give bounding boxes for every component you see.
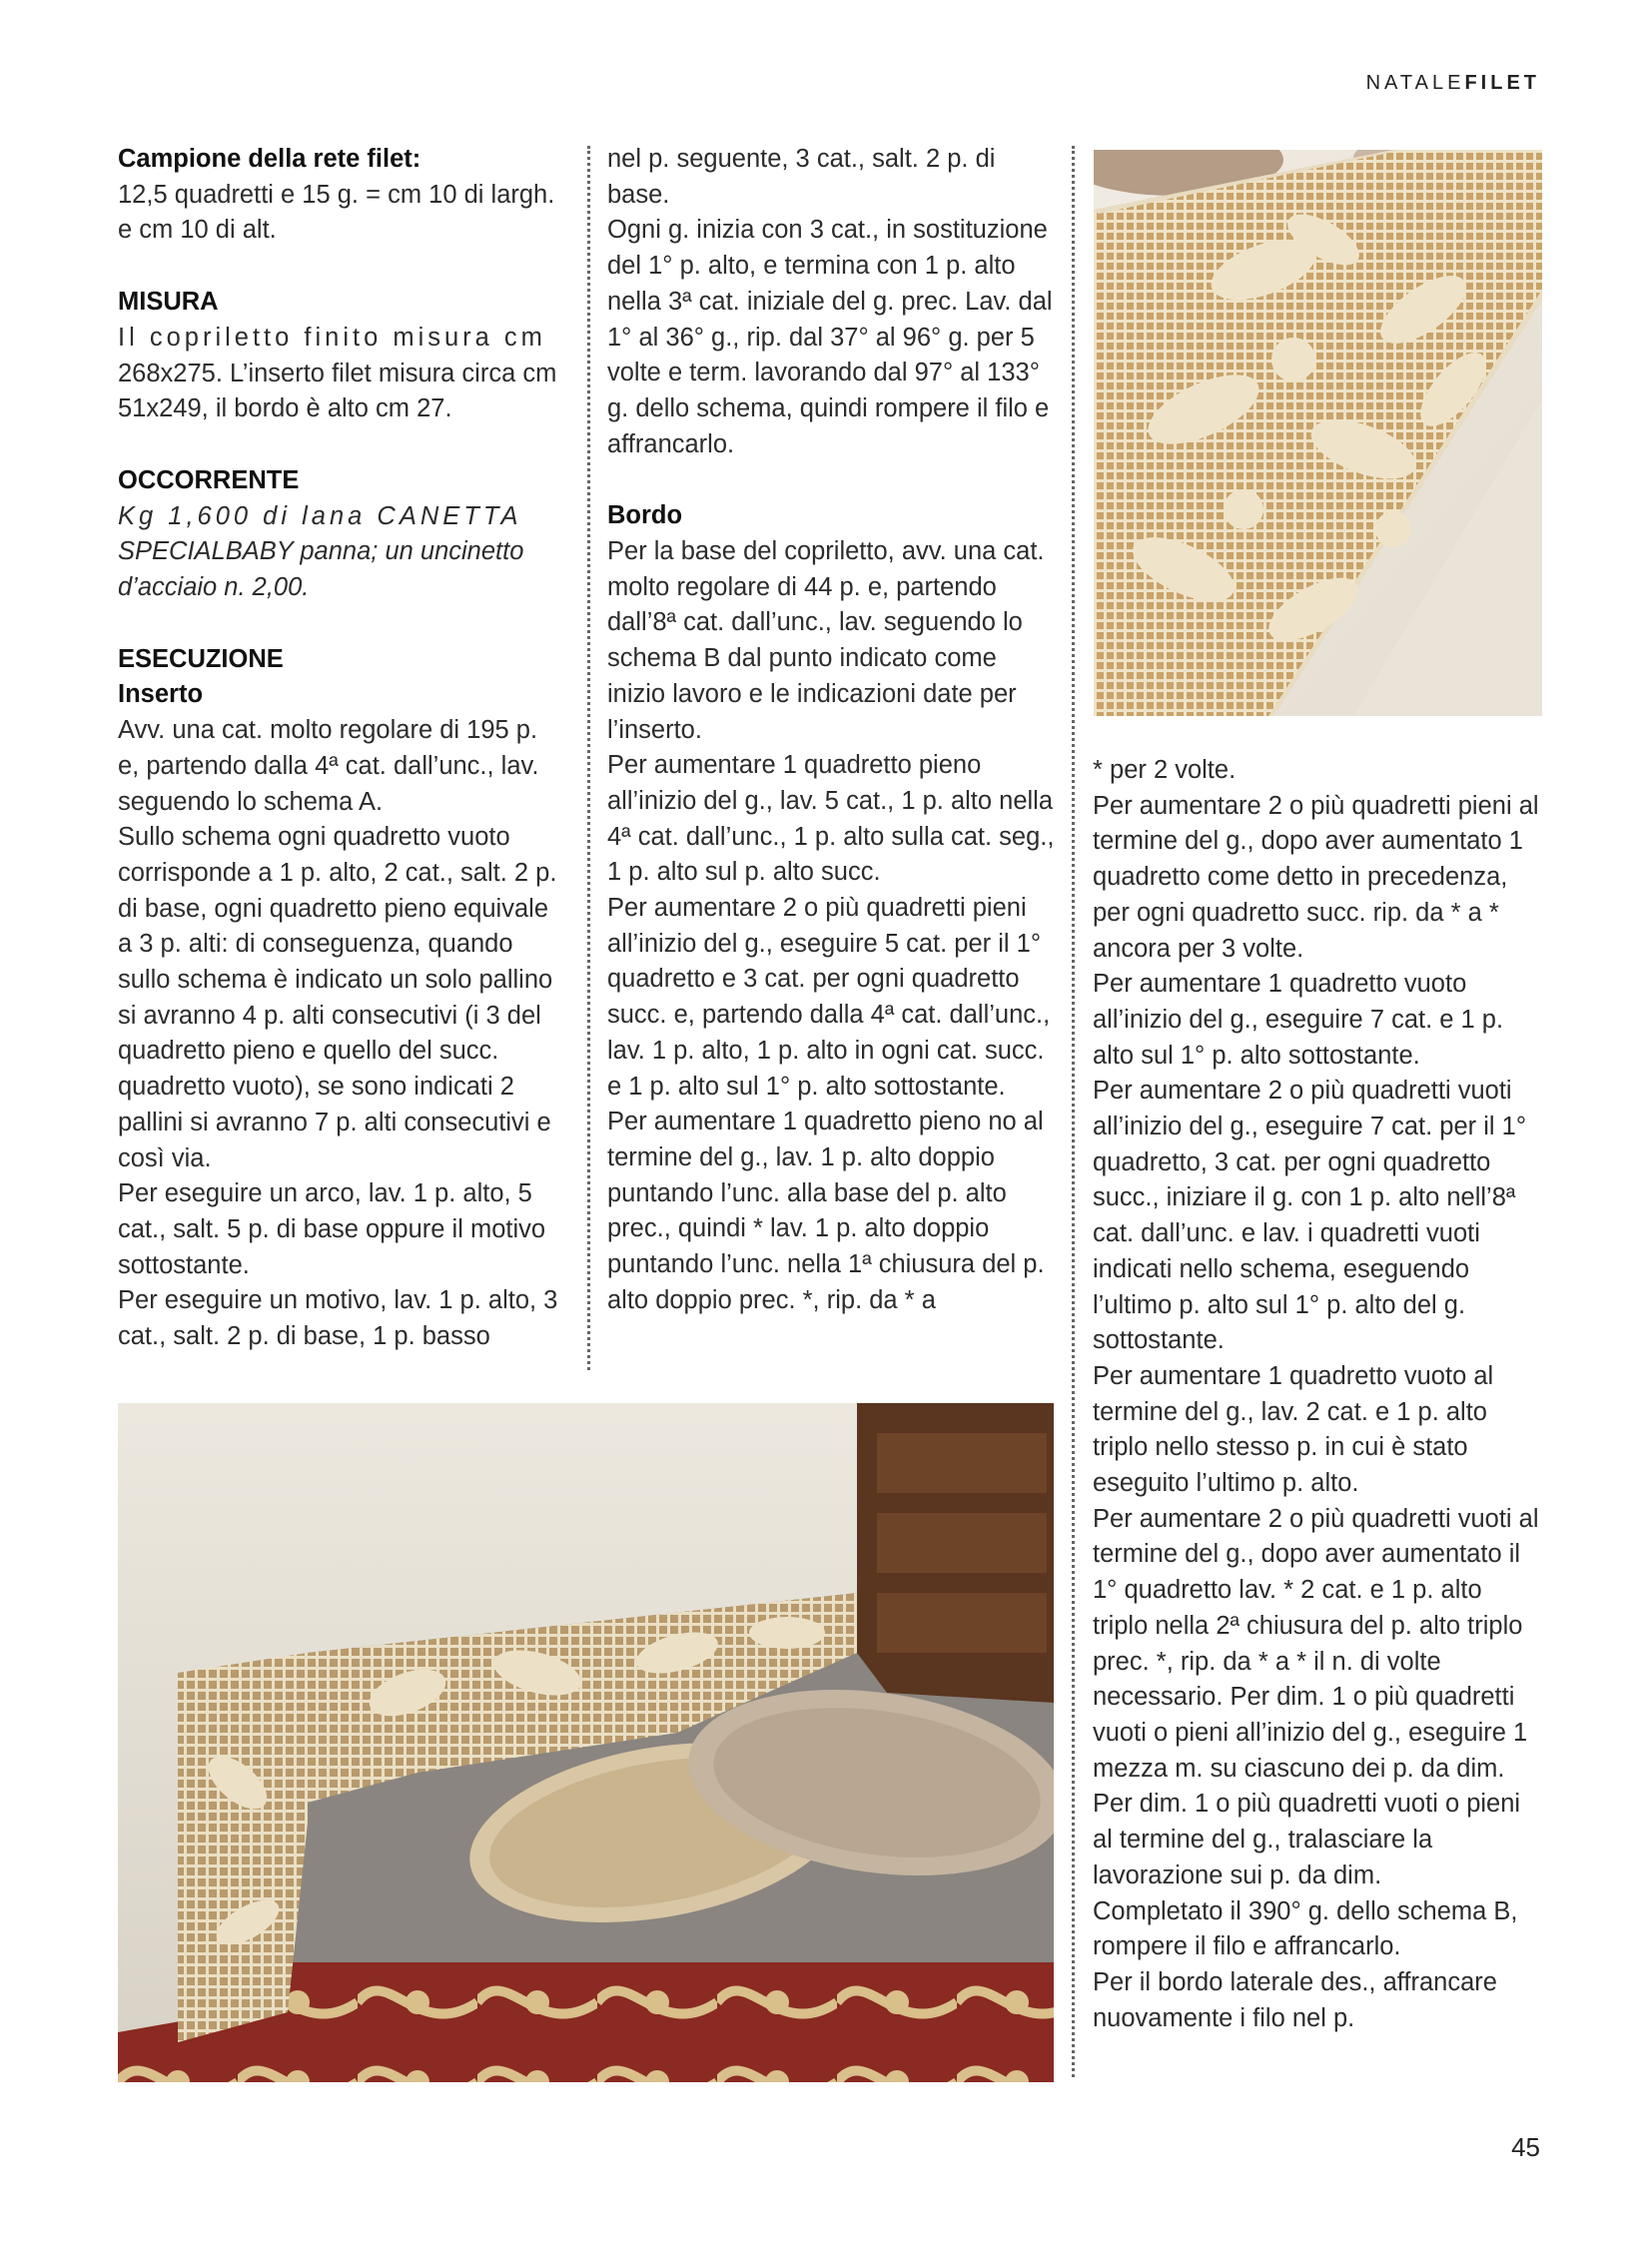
size-heading: MISURA <box>118 288 219 317</box>
materials-text-2: SPECIALBABY panna; un uncinetto d’acciaio n. 2,00. <box>118 537 524 602</box>
bedspread-photo <box>118 1403 1054 2082</box>
border-paragraph: Per aumentare 2 o più quadretti pieni all’inizio del g., eseguire 5 cat. per il 1° quadretto e 3 cat. per ogni quadretto succ. e, partendo dalla 4ª cat. dall’unc., lav. 1 p. alto, 1 p. alto in ogni cat. succ. e 1 p. alto sul 1° p. alto sottostante. <box>607 894 1051 1101</box>
page-number: 45 <box>1511 2132 1540 2162</box>
column-3 <box>1093 753 1540 2036</box>
size-text-2: 268x275. L’inserto filet misura circa cm 51x249, il bordo è alto cm 27. <box>118 359 557 423</box>
materials-heading: OCCORRENTE <box>118 465 300 494</box>
continued-paragraph: nel p. seguente, 3 cat., salt. 2 p. di base. <box>607 145 996 209</box>
instruction-paragraph: Per aumentare 1 quadretto vuoto al termine del g., lav. 2 cat. e 1 p. alto triplo nello stesso p. in cui è stato eseguito l’ultimo p. alto. <box>1093 1361 1494 1498</box>
border-heading: Bordo <box>607 501 683 530</box>
insert-paragraph: Per eseguire un motivo, lav. 1 p. alto, 3 cat., salt. 2 p. di base, 1 p. basso <box>118 1286 558 1351</box>
insert-paragraph: Sullo schema ogni quadretto vuoto corrisponde a 1 p. alto, 2 cat., salt. 2 p. di base, ogni quadretto pieno equivale a 3 p. alti: di conseguenza, quando sullo schema è indicato un solo pallino si avranno 4 p. alti consecutivi (i 3 del quadretto pieno e quello del succ. quadretto vuoto), se sono indicati 2 pallini si avranno 7 p. alti consecutivi e così via. <box>118 823 557 1172</box>
insert-paragraph: Per eseguire un arco, lav. 1 p. alto, 5 cat., salt. 5 p. di base oppure il motivo sottostante. <box>118 1179 546 1279</box>
materials-text-1: Kg 1,600 di lana CANETTA <box>118 501 522 530</box>
instruction-paragraph: Per aumentare 2 o più quadretti vuoti al termine del g., dopo aver aumentato il 1° quadretto lav. * 2 cat. e 1 p. alto triplo nella 2ª chiusura del p. alto triplo prec. *, rip. da * a * il n. di volte necessario. Per dim. 1 o più quadretti vuoti o pieni all’inizio del g., eseguire 1 mezza m. su ciascuno dei p. da dim. <box>1093 1504 1539 1783</box>
column-divider <box>1072 146 1075 2077</box>
running-header <box>1366 72 1540 95</box>
instruction-paragraph: Per aumentare 1 quadretto vuoto all’inizio del g., eseguire 7 cat. e 1 p. alto sul 1° p. alto sottostante. <box>1093 970 1504 1070</box>
insert-paragraph: Avv. una cat. molto regolare di 195 p. e, partendo dalla 4ª cat. dall’unc., lav. seguendo lo schema A. <box>118 716 539 816</box>
instruction-paragraph: Per il bordo laterale des., affrancare nuovamente i filo nel p. <box>1093 1967 1497 2032</box>
size-text-1: Il copriletto finito misura cm <box>118 323 546 352</box>
sample-heading: Campione della rete filet: <box>118 145 421 173</box>
sample-text: 12,5 quadretti e 15 g. = cm 10 di largh. e cm 10 di alt. <box>118 180 555 245</box>
header-title: FILET <box>1464 72 1540 94</box>
continued-paragraph: Ogni g. inizia con 3 cat., in sostituzione del 1° p. alto, e termina con 1 p. alto nella 3ª cat. iniziale del g. prec. Lav. dal 1° al 36° g., rip. dal 37° al 96° g. per 5 volte e term. lavorando dal 97° al 133° g. dello schema, quindi rompere il filo e affrancarlo. <box>607 216 1053 458</box>
instruction-paragraph: Completato il 390° g. dello schema B, rompere il filo e affrancarlo. <box>1093 1896 1518 1961</box>
column-divider <box>587 146 590 1370</box>
lace-insert-illustration <box>1094 150 1542 716</box>
instruction-paragraph: Per aumentare 2 o più quadretti vuoti all’inizio del g., eseguire 7 cat. per il 1° quadretto, 3 cat. per ogni quadretto succ., iniziare il g. con 1 p. alto nell’8ª cat. dall’unc. e lav. i quadretti vuoti indicati nello schema, eseguendo l’ultimo p. alto sul 1° p. alto del g. sottostante. <box>1093 1077 1527 1355</box>
column-2 <box>607 142 1055 1319</box>
instruction-paragraph: * per 2 volte. <box>1093 756 1237 784</box>
lace-insert-photo <box>1094 150 1542 716</box>
instruction-paragraph: Per dim. 1 o più quadretti vuoti o pieni al termine del g., tralasciare la lavorazione sui p. da dim. <box>1093 1790 1521 1889</box>
insert-heading: Inserto <box>118 680 204 709</box>
border-paragraph: Per la base del copriletto, avv. una cat. molto regolare di 44 p. e, partendo dall’8ª cat. dall’unc., lav. seguendo lo schema B dal punto indicato come inizio lavoro e le indicazioni date per l’inserto. <box>607 537 1045 744</box>
border-paragraph: Per aumentare 1 quadretto pieno no al termine del g., lav. 1 p. alto doppio puntando l’unc. alla base del p. alto prec., quindi * lav. 1 p. alto doppio puntando l’unc. nella 1ª chiusura del p. alto doppio prec. *, rip. da * a <box>607 1108 1045 1314</box>
border-paragraph: Per aumentare 1 quadretto pieno all’inizio del g., lav. 5 cat., 1 p. alto nella 4ª cat. dall’unc., 1 p. alto sulla cat. seg., 1 p. alto sul p. alto succ. <box>607 751 1055 887</box>
header-section: NATALE <box>1365 72 1465 94</box>
execution-heading: ESECUZIONE <box>118 644 284 673</box>
instruction-paragraph: Per aumentare 2 o più quadretti pieni al termine del g., dopo aver aumentato 1 quadretto come detto in precedenza, per ogni quadretto succ. rip. da * a * ancora per 3 volte. <box>1093 791 1539 963</box>
column-1 <box>118 142 565 1355</box>
bedspread-illustration <box>118 1403 1054 2082</box>
